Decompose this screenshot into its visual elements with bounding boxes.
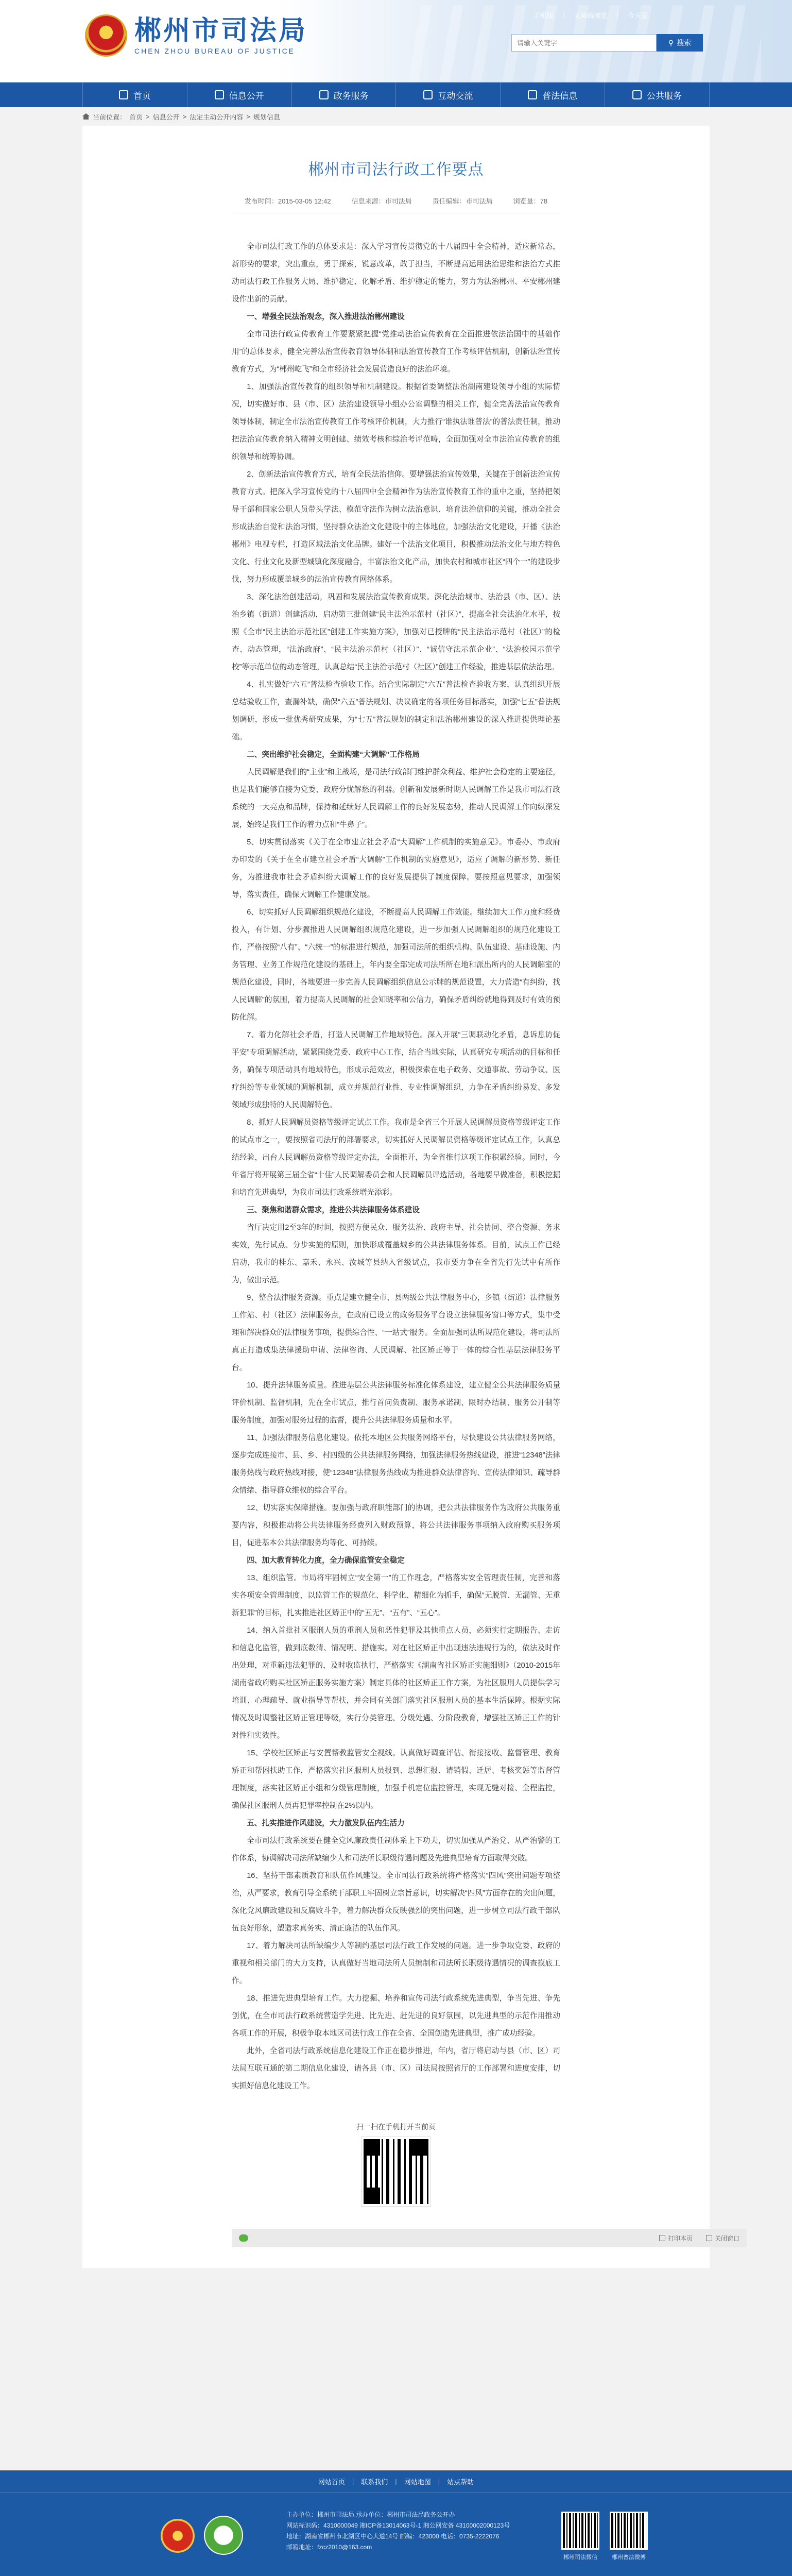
nav-label: 公共服务 [647,91,682,101]
footer-address: 地址：湖南省郴州市北湖区中心大道14号 邮编：423000 电话：0735-2222076 [286,2533,500,2540]
article-paragraph: 16、坚持干部素质教育和队伍作风建设。全市司法行政系统将严格落实“四风”突出问题专项整治，从严要求，教育引导全系统干部职工牢固树立宗旨意识，切实解决“四风”方面存在的突出问题，深化党风廉政建设和反腐败斗争，着力解决群众反映强烈的突出问题，进一步树立司法行政干部队伍良好形象，塑造求真务实、清正廉洁的队伍作风。 [232,1872,560,1933]
nav-label: 普法信息 [542,91,578,101]
qr-label: 郴州司法微信 [563,2554,597,2561]
article-paragraph: 2、创新法治宣传教育方式，培育全民法治信仰。要增强法治宣传效果，关键在于创新法治宣传教育方式。把深入学习宣传党的十八届四中全会精神作为法治宣传教育工作的重中之重，坚持把领导干部和国家公职人员带头学法、模范守法作为树立法治意识、培育法治信仰的关键，推动全社会形成法治自觉和法治习惯，坚持群众法治文化建设中的主体地位，加强法治文化建设，开播《法治郴州》电视专栏，打造区域法治文化品牌。建好一个法治文化项目，积极推动法治文化与地方特色文化、行业文化及新型城镇化深度融合，丰富法治文化产品，加快农村和城市社区“四个一”的建设步伐，努力形成覆盖城乡的法治宣传教育网络体系。 [232,470,560,584]
breadcrumb-separator: > [246,112,250,121]
main-nav [0,82,792,107]
footer-sponsor: 主办单位：郴州市司法局 承办单位：郴州市司法局政务公开办 [286,2511,455,2518]
link-accessibility[interactable]: 无障碍浏览 [574,12,608,20]
article-paragraph: 省厅决定用2至3年的时间，按照方便民众、服务法治、政府主导、社会协同、整合资源、务求实效，先行试点、分步实施的原则，加快形成覆盖城乡的公共法律服务体系。目前，试点工作已经启动，我市的桂东、嘉禾、永兴、汝城等县纳入省级试点，我市要力争在全省先行先试中有所作为，做出示范。 [232,1224,560,1284]
footer-link[interactable]: 站点帮助 [447,2478,474,2486]
footer-link[interactable]: 网站地图 [404,2478,431,2486]
weibo-qr-code [610,2512,648,2550]
print-button[interactable] [659,2234,693,2243]
footer-link[interactable]: 网站首页 [318,2478,345,2486]
breadcrumb-item[interactable]: 规划信息 [253,113,280,121]
article-paragraph: 7、着力化解社会矛盾，打造人民调解工作地域特色。深入开展“三调联动化矛盾，息诉息访促平安”专项调解活动，紧紧围绕党委、政府中心工作，结合当地实际，认真研究专项活动的目标和任务，确保专项活动具有地域特色，形成示范效应，积极探索在电子政务、交通事故、劳动争议、医疗纠纷等专业领域的调解机制，成立并规范行业性、专业性调解组织，力争在矛盾纠纷易发、多发领域形成独特的人民调解特色。 [232,1031,560,1109]
breadcrumb-separator: > [146,112,150,121]
link-mobile[interactable]: 手机版 [533,12,554,20]
article-title: 郴州市司法行政工作要点 [308,161,484,178]
footer-links [0,2470,792,2493]
article-body [232,238,560,2095]
breadcrumb-item[interactable]: 法定主动公开内容 [190,113,244,121]
article-paragraph: 14、纳入首批社区服刑人员的重刑人员和恶性犯罪及其他重点人员，必须实行定期报告、走访和信息化监管，做到底数清、情况明、措施实。对在社区矫正中出现违法违规行为的，依法及时作出处理，对重新违法犯罪的，及时收监执行，严格落实《湖南省社区矫正实施细则》（2010-2015年湖南省政府购买社区矫正服务实施方案）制定具体的社区矫正工作方案，为社区服刑人员提供学习培训、心理疏导、就业指导等帮扶，并会同有关部门落实社区服刑人员的基本生活保障。根据实际情况及时调整社区矫正管理等级，实行分类管理、分级处遇、分阶段教育，增强社区矫正工作的针对性和实效性。 [232,1626,560,1740]
search-button[interactable] [657,34,703,52]
site-logo[interactable] [85,14,307,57]
article-paragraph: 1、加强法治宣传教育的组织领导和机制建设。根据省委调整法治湖南建设领导小组的实际情况，切实做好市、县（市、区）法治建设领导小组办公室调整的相关工作，健全完善法治宣传教育领导体制，制定全市法治宣传教育工作考核评价机制，大力推行“谁执法谁普法”的普法责任制，推动把法治宣传教育纳入精神文明创建、绩效考核和综治考评范畴，全面加强对全市法治宣传教育的组织领导和统筹协调。 [232,383,560,461]
nav-item-gov-service[interactable] [292,82,397,107]
breadcrumb-item[interactable]: 信息公开 [152,113,180,121]
article-paragraph: 8、抓好人民调解员资格等级评定试点工作。我市是全省三个开展人民调解员资格等级评定工作的试点市之一，要按照省司法厅的部署要求，切实抓好人民调解员资格等级评定试点工作，认真总结经验，出台人民调解员资格等级评定办法，全面推开，为全省推行这项工作积累经验。同时，今年省厅将开展第三届全省“十佳”人民调解委员会和人民调解员评选活动，各地要早做准备，积极挖掘和培育先进典型，为我市司法行政系统增光添彩。 [232,1118,560,1197]
close-window-button[interactable] [706,2234,739,2243]
share-bar [232,2229,747,2247]
nav-item-home[interactable] [82,82,187,107]
article-paragraph: 17、着力解决司法所缺编少人等制约基层司法行政工作发展的问题。进一步争取党委、政府的重视和相关部门的大力支持，认真做好当地司法所人员编制和司法所长职级待遇情况的调查摸底工作。 [232,1942,560,1985]
site-name-en: CHEN ZHOU BUREAU OF JUSTICE [134,47,296,55]
search-button-label: 搜索 [677,39,692,47]
section-heading: 一、增强全民法治观念，深入推进法治郴州建设 [247,313,405,321]
article-paragraph: 全市司法行政系统要在健全党风廉政责任制体系上下功夫，切实加强从严治党、从严治警的工作体系，协调解决司法所缺编少人和司法所长职级待遇问题及先进典型培育方面取得突破。 [232,1837,560,1862]
qr-block [232,2122,560,2206]
separator: | [352,2478,354,2485]
separator: | [438,2478,440,2485]
article-paragraph: 全市司法行政工作的总体要求是：深入学习宣传贯彻党的十八届四中全会精神，适应新常态，新形势的要求，突出重点，勇于探索，锐意改革，敢于担当，不断提高运用法治思维和法治方式推动司法行政工作服务大局、维护稳定、化解矛盾、维护稳定的能力，努力为法治郴州、平安郴州建设作出新的贡献。 [232,243,560,303]
article-paragraph: 12、切实落实保障措施。要加强与政府职能部门的协调，把公共法律服务作为政府公共服务重要内容，积极推动将公共法律服务经费列入财政预算，将公共法律服务事项纳入政府购买服务项目，促进基本公共法律服务均等化、可持续。 [232,1504,560,1547]
footer-link[interactable]: 联系我们 [361,2478,388,2486]
nav-label: 互动交流 [438,91,473,101]
today-label: 今天是 [627,12,648,20]
wechat-share-icon[interactable] [239,2234,248,2242]
nav-item-public-service[interactable] [605,82,710,107]
breadcrumb-item[interactable]: 首页 [129,113,143,121]
qr-title: 扫一扫在手机打开当前页 [356,2123,436,2131]
separator: | [395,2478,397,2485]
article-paragraph: 15、学校社区矫正与安置帮教监管安全视线。认真做好调查评估、衔接接收、监督管理、教育矫正和帮困扶助工作，严格落实社区服刑人员报到、思想汇报、请销假、迁居、考核奖惩等监督管理制度，落实社区矫正小组和分级管理制度，加强手机定位监控管理，实现无缝对接、全程监控，确保社区服刑人员再犯罪率控制在2%以内。 [232,1749,560,1810]
close-icon [706,2235,712,2241]
print-label: 打印本页 [667,2234,693,2242]
footer-icp: 网站标识码：4310000049 湘ICP备13014063号-1 湘公网安备 43100002000123号 [286,2522,510,2529]
print-icon [659,2235,665,2241]
document-icon [215,90,224,99]
article-paragraph: 3、深化法治创建活动，巩固和发展法治宣传教育成果。深化法治城市、法治县（市、区）、法治乡镇（街道）创建活动，启动第三批创建“民主法治示范村（社区）”，提高全社会法治化水平，按照《全市“民主法治示范社区”创建工作实施方案》，加强对已授牌的“民主法治示范村（社区）”的检查、动态管理，“法治政府”、“民主法治示范村（社区）”、“诚信守法示范企业”、“法治校园示范学校”等示范单位的动态管理，认真总结“民主法治示范村（社区）”创建工作经验，推进基层依法治理。 [232,593,560,671]
top-links [533,10,648,20]
article-paragraph: 人民调解是我们的“主业”和主战场，是司法行政部门维护群众利益、维护社会稳定的主要途径，也是我们能够直接为党委、政府分忧解愁的利器。创新和发展新时期人民调解工作是我市司法行政系统的一大亮点和品牌，保持和延续好人民调解工作的良好发展态势，推动人民调解工作向纵深发展，始终是我们工作的着力点和“牛鼻子”。 [232,768,560,829]
site-header [0,0,792,82]
site-footer [0,2470,792,2576]
party-gov-badge-icon[interactable] [161,2519,195,2553]
separator: | [616,10,618,18]
footer-info [286,2510,510,2553]
search-icon: ⚲ [668,38,674,47]
site-name: 郴州市司法局 [134,16,308,46]
nav-item-law-info[interactable] [501,82,605,107]
article-paragraph: 此外，全省司法行政系统信息化建设工作正在稳步推进，年内，省厅将启动与县（市、区）司法局互联互通的第二期信息化建设，请各县（市、区）司法局按照省厅的工作部署和进度安排，切实抓好信息化建设工作。 [232,2047,560,2090]
article-paragraph: 全市司法行政宣传教育工作要紧紧把握“党推动法治宣传教育在全面推进依法治国中的基础作用”的总体要求，健全完善法治宣传教育领导体制和法治宣传教育工作考核评估机制，创新法治宣传教育方式，为“郴州屹飞”和全市经济社会发展营造良好的法治环境。 [232,330,560,374]
service-icon [319,90,329,99]
section-heading: 二、突出维护社会稳定，全面构建“大调解”工作格局 [247,751,420,759]
article-paragraph: 4、扎实做好“六五”普法检查验收工作。结合实际制定“六五”普法检查验收方案，认真组织开展总结验收工作，查漏补缺，确保“六五”普法规划、决议确定的各项任务目标落实，加强“七五”普法规划调研，形成一批优秀研究成果，为“七五”普法规划的制定和法治郴州建设的深入推进提供理论基础。 [232,681,560,741]
editor: 责任编辑：市司法局 [432,197,493,205]
nav-label: 政务服务 [333,91,369,101]
page-qr-code [361,2137,431,2206]
article-paragraph: 9、整合法律服务资源。重点是建立健全市、县两级公共法律服务中心，乡镇（街道）法律服务工作站、村（社区）法律服务点，在政府已设立的政务服务平台设立法律服务窗口等方式，集中受理和解决群众的法律服务事项，提供综合性、“一站式”服务。全面加强司法所规范化建设，将司法所真正打造成集法律援助申请、法律咨询、人民调解、社区矫正等于一体的综合性基层法律服务平台。 [232,1294,560,1372]
breadcrumb-label: 当前位置： [93,113,127,121]
separator: | [563,10,565,18]
people-icon [632,90,642,99]
nav-item-interaction[interactable] [396,82,501,107]
home-icon [119,90,128,99]
book-icon [528,90,537,99]
gov-website-error-badge-icon[interactable] [204,2516,243,2555]
article-paragraph: 18、推进先进典型培育工作。大力挖掘、培养和宣传司法行政系统先进典型，争当先进、争先创优，在全市司法行政系统营造学先进、比先进、赶先进的良好氛围，以先进典型的示范作用推动各项工作的开展，积极争取本地区司法行政工作在全省、全国创造先进典型，推广成功经验。 [232,1994,560,2038]
article-paragraph: 10、提升法律服务质量。推进基层公共法律服务标准化体系建设，建立健全公共法律服务质量评价机制、监督机制，先在全市试点，推行首问负责制、服务承诺制、限时办结制、服务公开制等服务制度，加强对服务过程的监督，提升公共法律服务质量和水平。 [232,1381,560,1425]
article-paragraph: 6、切实抓好人民调解组织规范化建设，不断提高人民调解工作效能。继续加大工作力度和经费投入，有计划、分步骤推进人民调解组织规范化建设，进一步加强人民调解组织的规范化建设工作，严格按照“八有”、“六统一”的标准进行规范，加强司法所的组织机构、队伍建设、基础设施、内务管理、业务工作规范化建设的基础上，年内要全部完成司法所所在地和派出所内的人民调解室的规范化建设，同时，各地要进一步完善人民调解组织信息公示牌的规范设置，大力营造“有纠纷，找人民调解”的氛围，着力提高人民调解的社会知晓率和公信力，确保矛盾纠纷就地得到及时有效的预防化解。 [232,908,560,1022]
chat-icon [423,90,433,99]
wechat-qr-code [561,2512,599,2550]
article-meta [232,196,560,213]
article-container [82,126,739,2268]
search-input[interactable] [511,34,657,52]
nav-label: 信息公开 [229,91,264,101]
breadcrumb [82,107,710,126]
info-source: 信息来源：市司法局 [351,197,412,205]
home-icon [82,113,90,120]
article-paragraph: 13、组织监管。市局将牢固树立“安全第一”的工作理念，严格落实安全管理责任制，完善和落实各项安全管理制度，以监管工作的规范化、科学化、精细化为抓手，确保“无脱管、无漏管、无重新犯罪”的目标，扎实推进社区矫正中的“五无”、“五有”、“五心”。 [232,1574,560,1617]
section-heading: 三、聚焦和谐群众需求，推进公共法律服务体系建设 [247,1206,420,1214]
national-emblem-icon [85,14,127,57]
breadcrumb-separator: > [182,112,187,121]
publish-date: 发布时间：2015-03-05 12:42 [244,197,331,205]
section-heading: 四、加大教育转化力度，全力确保监管安全稳定 [247,1556,405,1565]
article-paragraph: 5、切实贯彻落实《关于在全市建立社会矛盾“大调解”工作机制的实施意见》。市委办、市政府办印发的《关于在全市建立社会矛盾“大调解”工作机制的实施意见》，适应了调解的新形势、新任务，为推进我市社会矛盾纠纷大调解工作的良好发展提供了制度保障。要按照意见要求，加强领导，落实责任，确保大调解工作健康发展。 [232,838,560,899]
close-label: 关闭窗口 [714,2234,739,2242]
footer-email: 邮箱地址：fzcz2010@163.com [286,2544,372,2551]
qr-label: 郴州普法微博 [612,2554,646,2561]
article-paragraph: 11、加强法律服务信息化建设。依托本地区公共服务网络平台，尽快建设公共法律服务网络，逐步完成连接市、县、乡、村四级的公共法律服务网络，加强法律服务热线建设，推进“12348”法律服务热线与政府热线对接，使“12348”法律服务热线成为推进群众法律咨询、宣传法律知识、疏导群众情绪、指导群众维权的综合平台。 [232,1434,560,1495]
view-count: 浏览量：78 [513,197,548,205]
section-heading: 五、扎实推进作风建设，大力激发队伍内生活力 [247,1819,405,1827]
search-box [511,34,703,52]
nav-item-info-public[interactable] [187,82,292,107]
nav-label: 首页 [133,91,151,101]
